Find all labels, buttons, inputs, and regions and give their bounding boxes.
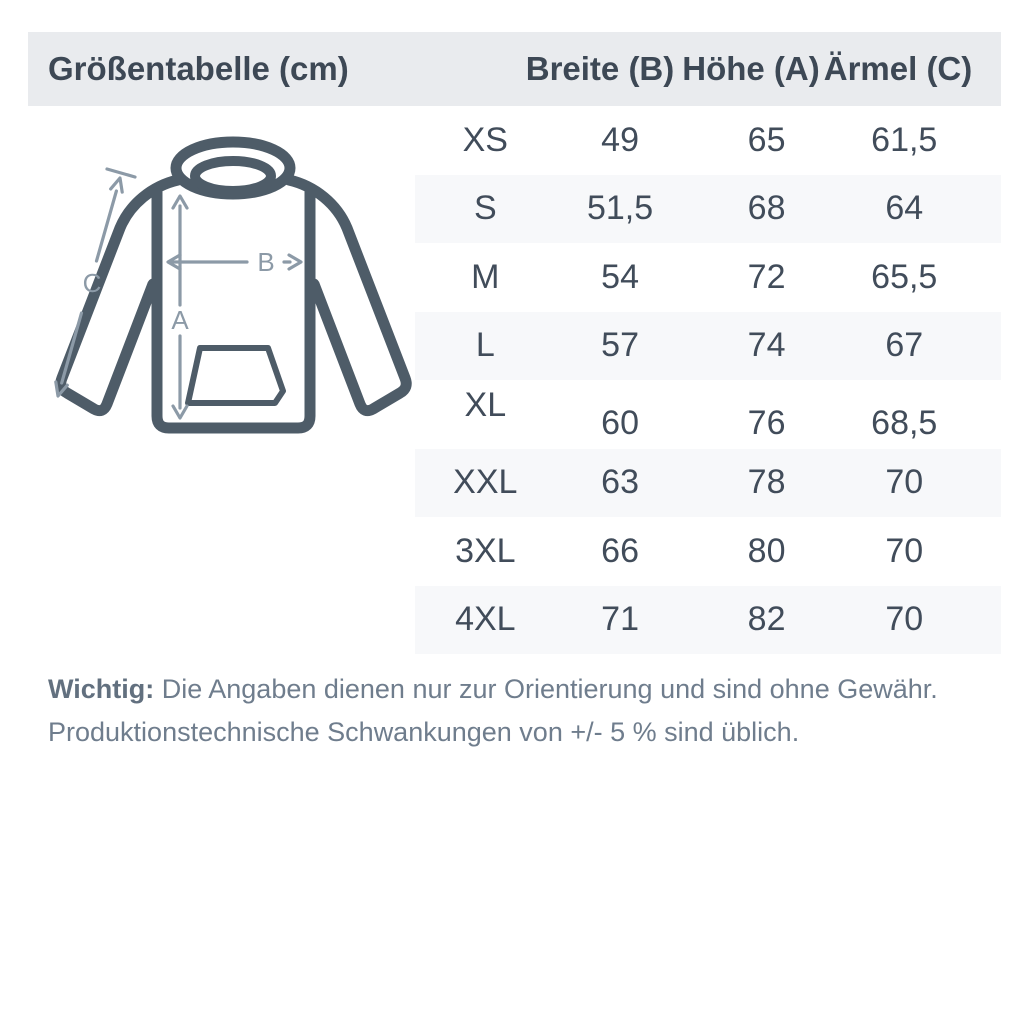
size-cell: XL [464, 385, 507, 424]
aermel-cell: 70 [885, 531, 924, 570]
size-cell: S [473, 189, 497, 228]
breite-cell: 54 [601, 257, 639, 296]
hoehe-cell: 65 [747, 120, 786, 159]
table-row-xl [415, 380, 1001, 449]
hoehe-cell: 72 [747, 257, 786, 296]
hoehe-cell: 78 [747, 463, 786, 502]
breite-cell: 63 [601, 463, 639, 502]
hoehe-cell: 80 [747, 531, 786, 570]
breite-cell: 49 [601, 120, 639, 159]
disclaimer-bold-label: Wichtig: [48, 674, 155, 704]
measure-label-a: A [171, 305, 189, 335]
breite-cell: 71 [601, 600, 639, 639]
column-header-aermel: Ärmel (C) [823, 50, 973, 87]
hoodie-pocket [188, 348, 283, 403]
size-table [415, 106, 1001, 654]
aermel-cell: 68,5 [871, 403, 938, 442]
disclaimer-line-1 [48, 668, 988, 711]
hoodie-diagram [40, 122, 420, 452]
aermel-cell: 65,5 [871, 257, 938, 296]
column-header-hoehe: Höhe (A) [682, 50, 820, 87]
breite-cell: 51,5 [586, 189, 654, 228]
disclaimer-text-1: Die Angaben dienen nur zur Orientierung und sind ohne Gewähr. [154, 674, 938, 704]
size-cell: 4XL [455, 600, 516, 639]
aermel-cell: 67 [885, 326, 924, 365]
hoehe-cell: 68 [747, 189, 786, 228]
table-row-3xl [415, 517, 1001, 586]
measure-label-c: C [82, 268, 102, 298]
table-row-xxl [415, 449, 1001, 518]
measure-label-b: B [257, 247, 275, 277]
table-row-4xl [415, 586, 1001, 655]
breite-cell: 57 [601, 326, 639, 365]
column-header-breite: Breite (B) [525, 50, 675, 87]
size-cell: XXL [453, 463, 518, 502]
table-row-l [415, 312, 1001, 381]
table-row-m [415, 243, 1001, 312]
page-title: Größentabelle (cm) [48, 50, 349, 87]
table-row-s [415, 175, 1001, 244]
disclaimer-note [48, 668, 988, 754]
hoehe-cell: 82 [747, 600, 786, 639]
breite-cell: 66 [601, 531, 639, 570]
aermel-cell: 70 [885, 463, 924, 502]
hoehe-cell: 74 [747, 326, 786, 365]
aermel-cell: 64 [885, 189, 924, 228]
aermel-cell: 70 [885, 600, 924, 639]
table-header-band [28, 32, 1001, 106]
size-cell: XS [462, 120, 508, 159]
aermel-cell: 61,5 [871, 120, 938, 159]
disclaimer-line-2: Produktionstechnische Schwankungen von +/- 5 % sind üblich. [48, 717, 800, 747]
hoehe-cell: 76 [747, 403, 786, 442]
size-cell: L [475, 326, 495, 365]
table-row-xs [415, 106, 1001, 175]
breite-cell: 60 [601, 403, 639, 442]
size-cell: M [471, 257, 500, 296]
size-cell: 3XL [455, 531, 516, 570]
